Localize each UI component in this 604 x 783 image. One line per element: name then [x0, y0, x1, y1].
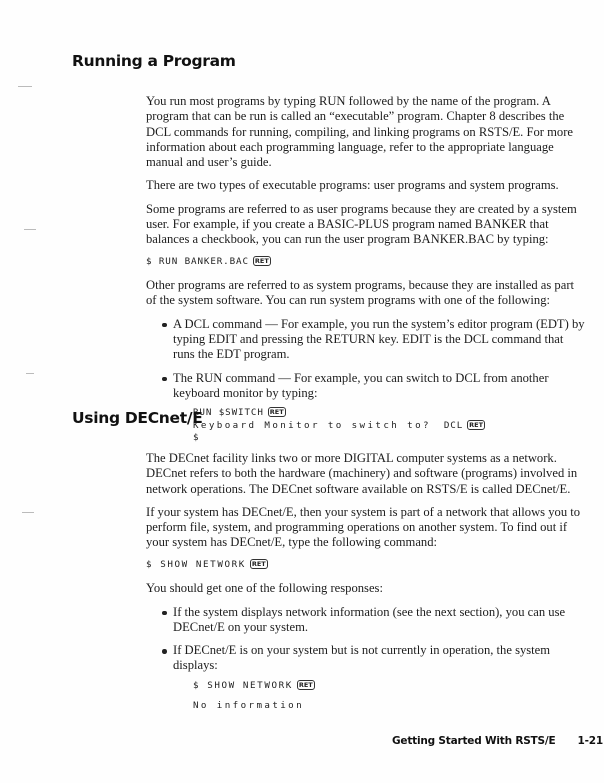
- footer-title: Getting Started With RSTS/E: [392, 735, 556, 747]
- bullet-item: [160, 643, 586, 713]
- bullet-text: The RUN command — For example, you can switch to DCL from another keyboard monitor by typing:: [173, 370, 549, 400]
- paragraph: You should get one of the following responses:: [146, 581, 383, 596]
- scan-margin-mark: [18, 86, 32, 87]
- code-line: DCL: [443, 419, 464, 431]
- bullet-item: A DCL command — For example, you run the system’s editor program (EDT) by typing EDIT and pressing the RETURN key. EDIT is the DCL command that runs the EDT program.: [160, 317, 586, 363]
- code-line: $ SHOW NETWORK: [193, 679, 293, 691]
- code-line: RUN $SWITCH: [193, 407, 264, 419]
- paragraph: Some programs are referred to as user programs because they are created by a system user. For example, if you create a BASIC-PLUS program named BANKER that balances a checkbook, you can run the user program BANKER.BAC by typing:: [146, 201, 577, 247]
- code-line: $: [193, 432, 200, 444]
- return-key-icon: RET: [469, 420, 484, 429]
- page-number: 1-21: [577, 735, 603, 747]
- bullet-list: [146, 605, 586, 713]
- code-example: [193, 680, 586, 713]
- code-line: Keyboard Monitor to switch to?: [193, 419, 431, 431]
- bullet-item: If the system displays network information (see the next section), you can use DECnet/E on your system.: [160, 605, 586, 636]
- paragraph: You run most programs by typing RUN followed by the name of the program. A program that can be run is called an “executable” program. Chapter 8 describes the DCL commands for running, compiling, and linking programs on RSTS/E. For more information about each programming language, refer to the appropriate language manual and user’s guide.: [146, 94, 573, 170]
- return-key-icon: RET: [254, 256, 269, 265]
- bullet-list: [146, 317, 586, 445]
- section-heading-using-decnet: Using DECnet/E: [72, 409, 203, 427]
- section-body-running-a-program: [146, 94, 586, 455]
- paragraph: Other programs are referred to as system programs, because they are installed as part of the system software. You can run system programs with one of the following:: [146, 278, 575, 308]
- scan-margin-mark: [26, 373, 34, 374]
- code-example: [193, 407, 586, 445]
- paragraph: The DECnet facility links two or more DIGITAL computer systems as a network. DECnet refers to both the hardware (machinery) and software (programs) involved in network operations. The DECnet software available on RSTS/E is called DECnet/E.: [146, 451, 578, 496]
- bullet-text: If DECnet/E is on your system but is not currently in operation, the system displays:: [173, 643, 551, 673]
- code-example: [146, 256, 586, 269]
- paragraph: There are two types of executable programs: user programs and system programs.: [146, 178, 559, 193]
- section-heading-running-a-program: Running a Program: [72, 52, 236, 70]
- bullet-item: [160, 371, 586, 445]
- return-key-icon: RET: [269, 408, 284, 417]
- code-line: No information: [193, 700, 305, 712]
- return-key-icon: RET: [251, 559, 266, 568]
- code-line: $ RUN BANKER.BAC: [146, 255, 249, 267]
- scan-margin-mark: [24, 229, 36, 230]
- scan-margin-mark: [22, 512, 34, 513]
- page-footer: [392, 735, 603, 747]
- code-line: $ SHOW NETWORK: [146, 558, 246, 570]
- return-key-icon: RET: [298, 680, 313, 689]
- code-example: [146, 559, 586, 572]
- section-body-using-decnet: [146, 451, 586, 723]
- paragraph: If your system has DECnet/E, then your system is part of a network that allows you to perform file, system, and programming operations on another system. To find out if your system has DECnet/E, type the following command:: [146, 504, 581, 550]
